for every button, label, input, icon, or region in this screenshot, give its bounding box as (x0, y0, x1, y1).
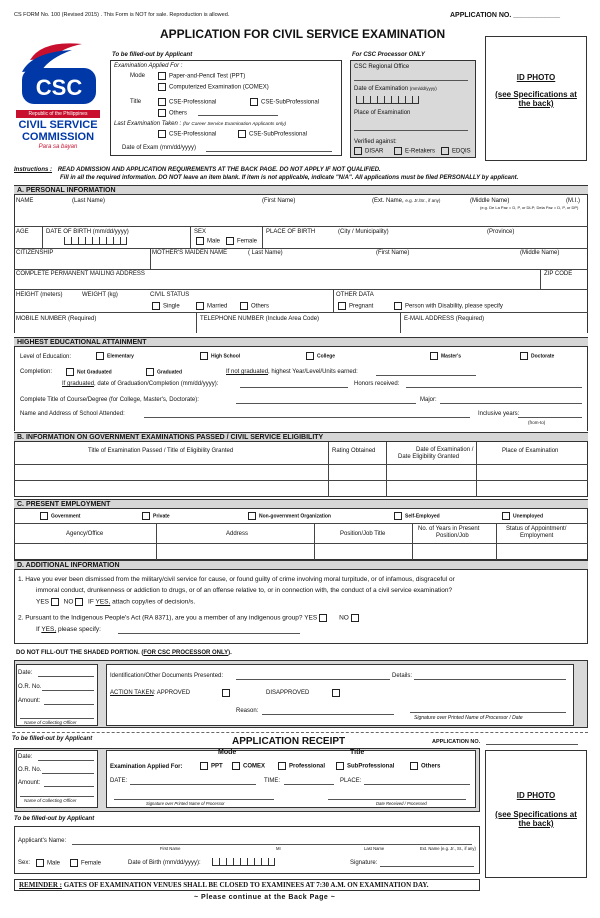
proc-collecting-label: Name of Collecting Officer (24, 720, 77, 725)
processor-warning-u: FOR CSC PROCESSOR ONLY (143, 650, 229, 656)
page-title: APPLICATION FOR CIVIL SERVICE EXAMINATION (160, 27, 446, 41)
eretakers-checkbox[interactable] (394, 147, 402, 155)
female-label: Female (237, 238, 258, 245)
proc-place-label: Place of Examination (354, 110, 411, 116)
civil-status-label: CIVIL STATUS (150, 292, 190, 298)
receipt-app-no-field[interactable] (486, 744, 578, 745)
masters-checkbox[interactable] (430, 352, 438, 360)
proc-date-label: Date of Examination (354, 86, 409, 92)
pregnant-checkbox[interactable] (338, 302, 346, 310)
id-photo-box[interactable] (485, 36, 587, 161)
inclusive-years-label: Inclusive years: (478, 411, 520, 417)
receipt-exam-date-field[interactable] (130, 784, 256, 785)
self-employed-checkbox[interactable] (394, 512, 402, 520)
cse-pro-label: CSE-Professional (169, 99, 217, 106)
mobile-label: MOBILE NUMBER (Required) (16, 316, 97, 322)
cse-sub-checkbox[interactable] (250, 98, 258, 106)
exams-col-title: Title of Examination Passed / Title of Eligibility Granted (88, 448, 234, 454)
receipt-male-label: Male (47, 860, 61, 867)
maiden-middle-label: (Middle Name) (520, 250, 560, 256)
single-checkbox[interactable] (152, 302, 160, 310)
id-photo-title: ID PHOTO (516, 73, 556, 82)
receipt-signature-label: Signature: (350, 860, 378, 866)
college-label: College (317, 353, 336, 360)
question-2: 2. Pursuant to the Indigenous People's Act (RA 8371), are you a member of any indigenous group? YES (18, 614, 318, 622)
receipt-name-label: Applicant's Name: (18, 838, 67, 844)
doctorate-checkbox[interactable] (520, 352, 528, 360)
dob-label: DATE OF BIRTH (mm/dd/yyyy) (46, 229, 129, 235)
highschool-label: High School (211, 353, 241, 360)
grad-date-field[interactable] (240, 387, 348, 388)
q2-if-yes-label: YES, (41, 626, 57, 633)
application-number: APPLICATION NO. ____________ (450, 12, 560, 19)
unemployed-checkbox[interactable] (502, 512, 510, 520)
last-exam-label: Last Examination Taken : (114, 121, 182, 127)
employment-heading: C. PRESENT EMPLOYMENT (14, 499, 588, 509)
q2-specify-label: please specify: (57, 626, 101, 633)
proc-date-field-2[interactable] (38, 676, 94, 677)
pwd-label: Person with Disability, please specify (405, 303, 503, 310)
grad-date-label: , date of Graduation/Completion (mm/dd/yyyy): (94, 381, 219, 387)
ext-name-label: (Ext. Name, (372, 198, 404, 204)
weight-label: WEIGHT (kg) (82, 292, 118, 298)
receipt-date-label: Date: (18, 754, 33, 760)
receipt-id-photo-spec-2: the back) (518, 819, 554, 828)
receipt-comex-checkbox[interactable] (232, 762, 240, 770)
mi-label: (M.I.) (566, 198, 580, 204)
edqis-checkbox[interactable] (441, 147, 449, 155)
cse-sub-label: CSE-SubProfessional (261, 99, 320, 106)
disar-label: DISAR (365, 148, 384, 155)
telephone-label: TELEPHONE NUMBER (Include Area Code) (200, 316, 320, 322)
maiden-last-label: ( Last Name) (248, 250, 283, 256)
sex-label: SEX (194, 229, 207, 235)
receipt-female-checkbox[interactable] (70, 859, 78, 867)
ngo-checkbox[interactable] (248, 512, 256, 520)
proc-collecting-field[interactable] (20, 718, 94, 719)
q1-no-label: NO (63, 598, 74, 606)
exam-applied-label: Examination Applied For : (114, 63, 183, 69)
logo-name-1: CIVIL SERVICE (18, 119, 98, 131)
instructions-line-1: READ ADMISSION AND APPLICATION REQUIREMENTS AT THE BACK PAGE. DO NOT APPLY IF NOT QUALIFIED. (57, 167, 381, 173)
pob-city-label: (City / Municipality) (338, 229, 389, 235)
others-field[interactable] (198, 115, 278, 116)
receipt-title: APPLICATION RECEIPT (232, 736, 346, 747)
receipt-sex-label: Sex: (18, 860, 31, 866)
last-cse-sub-checkbox[interactable] (238, 130, 246, 138)
proc-amount-label: Amount: (18, 698, 41, 704)
receipt-ppt-label: PPT (211, 763, 223, 770)
first-name-label: (First Name) (262, 198, 296, 204)
not-graduated-checkbox[interactable] (66, 368, 74, 376)
disar-checkbox[interactable] (354, 147, 362, 155)
comex-label: Computerized Examination (COMEX) (169, 84, 269, 91)
approved-label: : APPROVED (153, 690, 191, 696)
receipt-amount-field[interactable] (44, 786, 94, 787)
last-cse-pro-checkbox[interactable] (158, 130, 166, 138)
logo-motto: Para sa bayan (38, 144, 78, 150)
receipt-id-photo-title: ID PHOTO (516, 791, 556, 800)
reason-label: Reason: (236, 708, 259, 714)
ppt-label: Paper-and-Pencil Test (PPT) (169, 73, 246, 80)
comex-checkbox[interactable] (158, 83, 166, 91)
continue-note: ~ Please continue at the Back Page ~ (194, 894, 336, 901)
married-checkbox[interactable] (196, 302, 204, 310)
receipt-date-received-label: Date Received / Processed (376, 801, 427, 806)
pob-province-label: (Province) (487, 229, 515, 235)
logo-republic: Republic of the Philippines (16, 110, 100, 118)
graduated-label: Graduated (157, 369, 183, 376)
title-label: Title (130, 99, 142, 105)
mi-note: (e.g. De La Paz = D, P, or DLP; Dela Paz = D, P, or DP) (480, 205, 579, 210)
exams-col-rating: Rating Obtained (332, 448, 376, 454)
pregnant-label: Pregnant (349, 303, 374, 310)
receipt-applicant-label-2: To be filled-out by Applicant (14, 816, 95, 822)
q1-if-label: IF (88, 598, 94, 606)
elementary-checkbox[interactable] (96, 352, 104, 360)
instructions-label: Instructions : (14, 167, 53, 173)
education-heading: HIGHEST EDUCATIONAL ATTAINMENT (14, 337, 588, 347)
proc-date-label-2: Date: (18, 670, 33, 676)
graduated-checkbox[interactable] (146, 368, 154, 376)
receipt-date-received-field[interactable] (328, 799, 466, 800)
processor-signature-field[interactable] (410, 712, 566, 713)
logo-csc-text: CSC (35, 75, 83, 100)
inclusive-years-field[interactable] (518, 417, 582, 418)
from-to-label: (from-to) (528, 420, 546, 425)
receipt-processor-sig-field[interactable] (114, 799, 274, 800)
csc-logo (12, 38, 104, 156)
receipt-date-field[interactable] (38, 760, 94, 761)
receipt-title-label: Title (350, 749, 365, 756)
receipt-id-photo-box[interactable] (485, 750, 587, 878)
exams-heading: B. INFORMATION ON GOVERNMENT EXAMINATIONS PASSED / CIVIL SERVICE ELIGIBILITY (14, 432, 588, 442)
highschool-checkbox[interactable] (200, 352, 208, 360)
dob-boxes[interactable] (64, 237, 127, 245)
female-checkbox[interactable] (226, 237, 234, 245)
maiden-first-label: (First Name) (376, 250, 410, 256)
receipt-ppt-checkbox[interactable] (200, 762, 208, 770)
receipt-mi-label: MI (276, 846, 281, 851)
major-field[interactable] (440, 403, 582, 404)
logo-name-2: COMMISSION (21, 131, 95, 143)
proc-or-label: O.R. No. (18, 684, 42, 690)
processor-box-heading: For CSC Processor ONLY (352, 52, 425, 58)
married-label: Married (207, 303, 228, 310)
emp-address-label: Address (226, 531, 249, 537)
q2-yes-checkbox[interactable] (319, 614, 327, 622)
education-level-label: Level of Education: (20, 354, 72, 360)
processor-warning: DO NOT FILL-OUT THE SHADED PORTION. ( (16, 650, 144, 656)
receipt-signature-field[interactable] (380, 866, 474, 867)
reason-field[interactable] (262, 714, 394, 715)
receipt-others-checkbox[interactable] (410, 762, 418, 770)
receipt-pro-label: Professional (289, 763, 326, 770)
elementary-label: Elementary (107, 353, 134, 360)
honors-label: Honors received: (354, 381, 400, 387)
id-photo-spec-2: the back) (518, 99, 554, 108)
emp-years-label-b: Position/Job (436, 533, 469, 539)
others-label: Others (169, 110, 188, 117)
receipt-ext-label: Ext. Name (e.g. Jr., Sr., if any) (420, 846, 476, 851)
receipt-name-field[interactable] (72, 844, 472, 845)
receipt-collecting-label: Name of Collecting Officer (24, 798, 77, 803)
details-field[interactable] (414, 679, 566, 680)
proc-place-field[interactable] (354, 130, 468, 131)
regional-office-field[interactable] (354, 80, 468, 81)
id-photo-spec-1: (see Specifications at (495, 90, 577, 99)
receipt-male-checkbox[interactable] (36, 859, 44, 867)
receipt-amount-label: Amount: (18, 780, 41, 786)
q1-if-yes-label: YES, (95, 598, 111, 606)
not-graduated-label: Not Graduated (77, 369, 112, 376)
school-field[interactable] (144, 417, 470, 418)
receipt-or-label: O.R. No. (18, 767, 42, 773)
ext-name-eg: e.g. Jr./Sr., if any) (405, 198, 441, 203)
middle-name-label: (Middle Name) (470, 198, 510, 204)
form-number: CS FORM No. 100 (Revised 2015) . This Form is NOT for sale. Reproduction is allowed. (14, 12, 230, 18)
cse-pro-checkbox[interactable] (158, 98, 166, 106)
civil-others-label: Others (251, 303, 270, 310)
email-label: E-MAIL ADDRESS (Required) (404, 316, 485, 322)
reminder-box (14, 879, 480, 891)
male-label: Male (207, 238, 221, 245)
doctorate-label: Doctorate (531, 353, 555, 360)
male-checkbox[interactable] (196, 237, 204, 245)
maiden-name-label: MOTHER'S MAIDEN NAME (152, 250, 228, 256)
q2-if-label: If (36, 626, 40, 633)
course-label: Complete Title of Course/Degree (for College, Master's, Doctorate): (20, 397, 199, 403)
receipt-app-no-label: APPLICATION NO. (432, 739, 481, 745)
receipt-processor-sig-label: Signature over Printed Name of Processor (146, 801, 225, 806)
proc-date-boxes[interactable] (356, 96, 419, 104)
receipt-time-label: TIME: (264, 778, 280, 784)
pwd-checkbox[interactable] (394, 302, 402, 310)
q1-no-checkbox[interactable] (75, 598, 83, 606)
private-checkbox[interactable] (142, 512, 150, 520)
college-checkbox[interactable] (306, 352, 314, 360)
self-employed-label: Self-Employed (405, 513, 440, 520)
disapproved-checkbox[interactable] (332, 689, 340, 697)
receipt-exam-for-label: Examination Applied For: (110, 764, 183, 770)
masters-label: Master's (441, 353, 462, 360)
if-not-graduated-label: If not graduated (226, 369, 269, 375)
last-exam-date-field[interactable] (206, 151, 332, 152)
height-label: HEIGHT (meters) (16, 292, 63, 298)
government-checkbox[interactable] (40, 512, 48, 520)
school-label: Name and Address of School Attended: (20, 411, 125, 417)
receipt-collecting-field[interactable] (20, 796, 94, 797)
exams-col-date-b: Date Eligibility Granted (398, 454, 460, 460)
completion-label: Completion: (20, 369, 53, 375)
question-1a: 1. Have you ever been dismissed from the military/civil service for cause, or found guilty of crime involving moral turpitude, or of infamous, disgraceful or (18, 576, 455, 583)
processor-warning-end: ). (228, 650, 232, 656)
additional-heading: D. ADDITIONAL INFORMATION (14, 560, 588, 570)
emp-agency-label: Agency/Office (66, 531, 104, 537)
last-cse-pro-label: CSE-Professional (169, 131, 217, 138)
applicant-box-heading: To be filled-out by Applicant (112, 52, 193, 58)
last-exam-date-label: Date of Exam (mm/dd/yyyy) (122, 145, 197, 151)
receipt-place-field[interactable] (364, 784, 470, 785)
major-label: Major: (420, 397, 437, 403)
unemployed-label: Unemployed (513, 513, 544, 520)
approved-checkbox[interactable] (222, 689, 230, 697)
id-docs-field[interactable] (236, 679, 390, 680)
receipt-exam-date-label: DATE: (110, 778, 128, 784)
receipt-applicant-label: To be filled-out by Applicant (12, 736, 93, 742)
last-name-label: (Last Name) (72, 198, 106, 204)
others-checkbox[interactable] (158, 109, 166, 117)
other-data-label: OTHER DATA (336, 292, 374, 298)
address-label: COMPLETE PERMANENT MAILING ADDRESS (16, 271, 145, 277)
civil-others-checkbox[interactable] (240, 302, 248, 310)
receipt-last-label: Last Name (364, 846, 385, 851)
receipt-first-label: First Name (160, 846, 181, 851)
receipt-dob-label: Date of Birth (mm/dd/yyyy): (128, 860, 201, 866)
reminder-label: REMINDER : (19, 881, 62, 889)
ngo-label: Non-government Organization (259, 513, 331, 520)
government-label: Government (51, 513, 81, 520)
receipt-subpro-label: SubProfessional (347, 763, 395, 770)
verified-label: Verified against: (354, 139, 397, 145)
receipt-subpro-checkbox[interactable] (336, 762, 344, 770)
proc-amount-field[interactable] (44, 704, 94, 705)
instructions-line-2: Fill in all the required information. DO NOT leave an item blank. If item is not applicable, indicate "N/A". All applications must be filed PERSONALLY by applicant. (60, 175, 519, 181)
pob-label: PLACE OF BIRTH (266, 229, 316, 235)
q1-yes-checkbox[interactable] (51, 598, 59, 606)
exams-col-place: Place of Examination (502, 448, 559, 454)
highest-year-label: , highest Year/Level/Units earned: (268, 369, 358, 375)
last-exam-note: (for Career Service Examination Applicants only) (182, 122, 287, 127)
edqis-label: EDQIS (452, 148, 471, 155)
personal-info-heading: A. PERSONAL INFORMATION (14, 185, 588, 195)
receipt-place-label: PLACE: (340, 778, 362, 784)
question-1b: immoral conduct, drunkenness or addiction to drugs, or of an offense relative to, or in connection with, the conduct of a civil service examination? (36, 587, 453, 594)
cut-line (12, 732, 588, 733)
regional-office-label: CSC Regional Office (354, 64, 410, 70)
receipt-or-field[interactable] (42, 773, 94, 774)
reminder-text: GATES OF EXAMINATION VENUES SHALL BE CLOSED TO EXAMINEES AT 7:30 A.M. ON EXAMINATION DAY. (63, 881, 429, 889)
eretakers-label: E-Retakers (405, 148, 436, 155)
receipt-comex-label: COMEX (243, 763, 266, 770)
private-label: Private (153, 513, 170, 520)
q2-no-label: NO (339, 614, 349, 622)
receipt-id-photo-spec-1: (see Specifications at (495, 810, 577, 819)
exams-col-date-a: Date of Examination / (416, 447, 474, 453)
honors-field[interactable] (406, 387, 582, 388)
proc-or-field[interactable] (42, 690, 94, 691)
name-label: NAME (16, 198, 34, 204)
receipt-female-label: Female (81, 860, 102, 867)
course-field[interactable] (236, 403, 416, 404)
citizenship-label: CITIZENSHIP (16, 250, 54, 256)
single-label: Single (163, 303, 180, 310)
mode-label: Mode (130, 73, 146, 79)
emp-years-label-a: No. of Years in Present (418, 526, 480, 532)
receipt-others-label: Others (421, 763, 441, 770)
receipt-mode-label: Mode (218, 749, 237, 756)
q2-no-checkbox[interactable] (351, 614, 359, 622)
zip-label: ZIP CODE (544, 271, 573, 277)
ppt-checkbox[interactable] (158, 72, 166, 80)
processor-signature-label: Signature over Printed Name of Processor / Date (414, 715, 523, 721)
emp-status-label-a: Status of Appointment/ (506, 526, 567, 532)
receipt-dob-boxes[interactable] (212, 858, 275, 866)
last-cse-sub-label: CSE-SubProfessional (249, 131, 308, 138)
if-graduated-label: If graduated (62, 381, 95, 387)
highest-year-field[interactable] (376, 375, 476, 376)
emp-status-label-b: Employment (520, 533, 554, 539)
proc-date-format: (mm/dd/yyyy) (409, 86, 437, 91)
receipt-pro-checkbox[interactable] (278, 762, 286, 770)
disapproved-label: DISAPPROVED (266, 690, 310, 696)
q1-attach-label: attach copy/ies of decision/s. (112, 598, 196, 606)
receipt-time-field[interactable] (284, 784, 334, 785)
age-label: AGE (16, 229, 29, 235)
action-taken-label: ACTION TAKEN (110, 690, 154, 696)
q2-specify-field[interactable] (118, 633, 300, 634)
details-label: Details: (392, 673, 413, 679)
id-docs-label: Identification/Other Documents Presented: (110, 673, 224, 679)
csc-seal-icon (12, 38, 104, 108)
emp-position-label: Position/Job Title (340, 531, 386, 537)
q1-yes-label: YES (36, 598, 50, 606)
